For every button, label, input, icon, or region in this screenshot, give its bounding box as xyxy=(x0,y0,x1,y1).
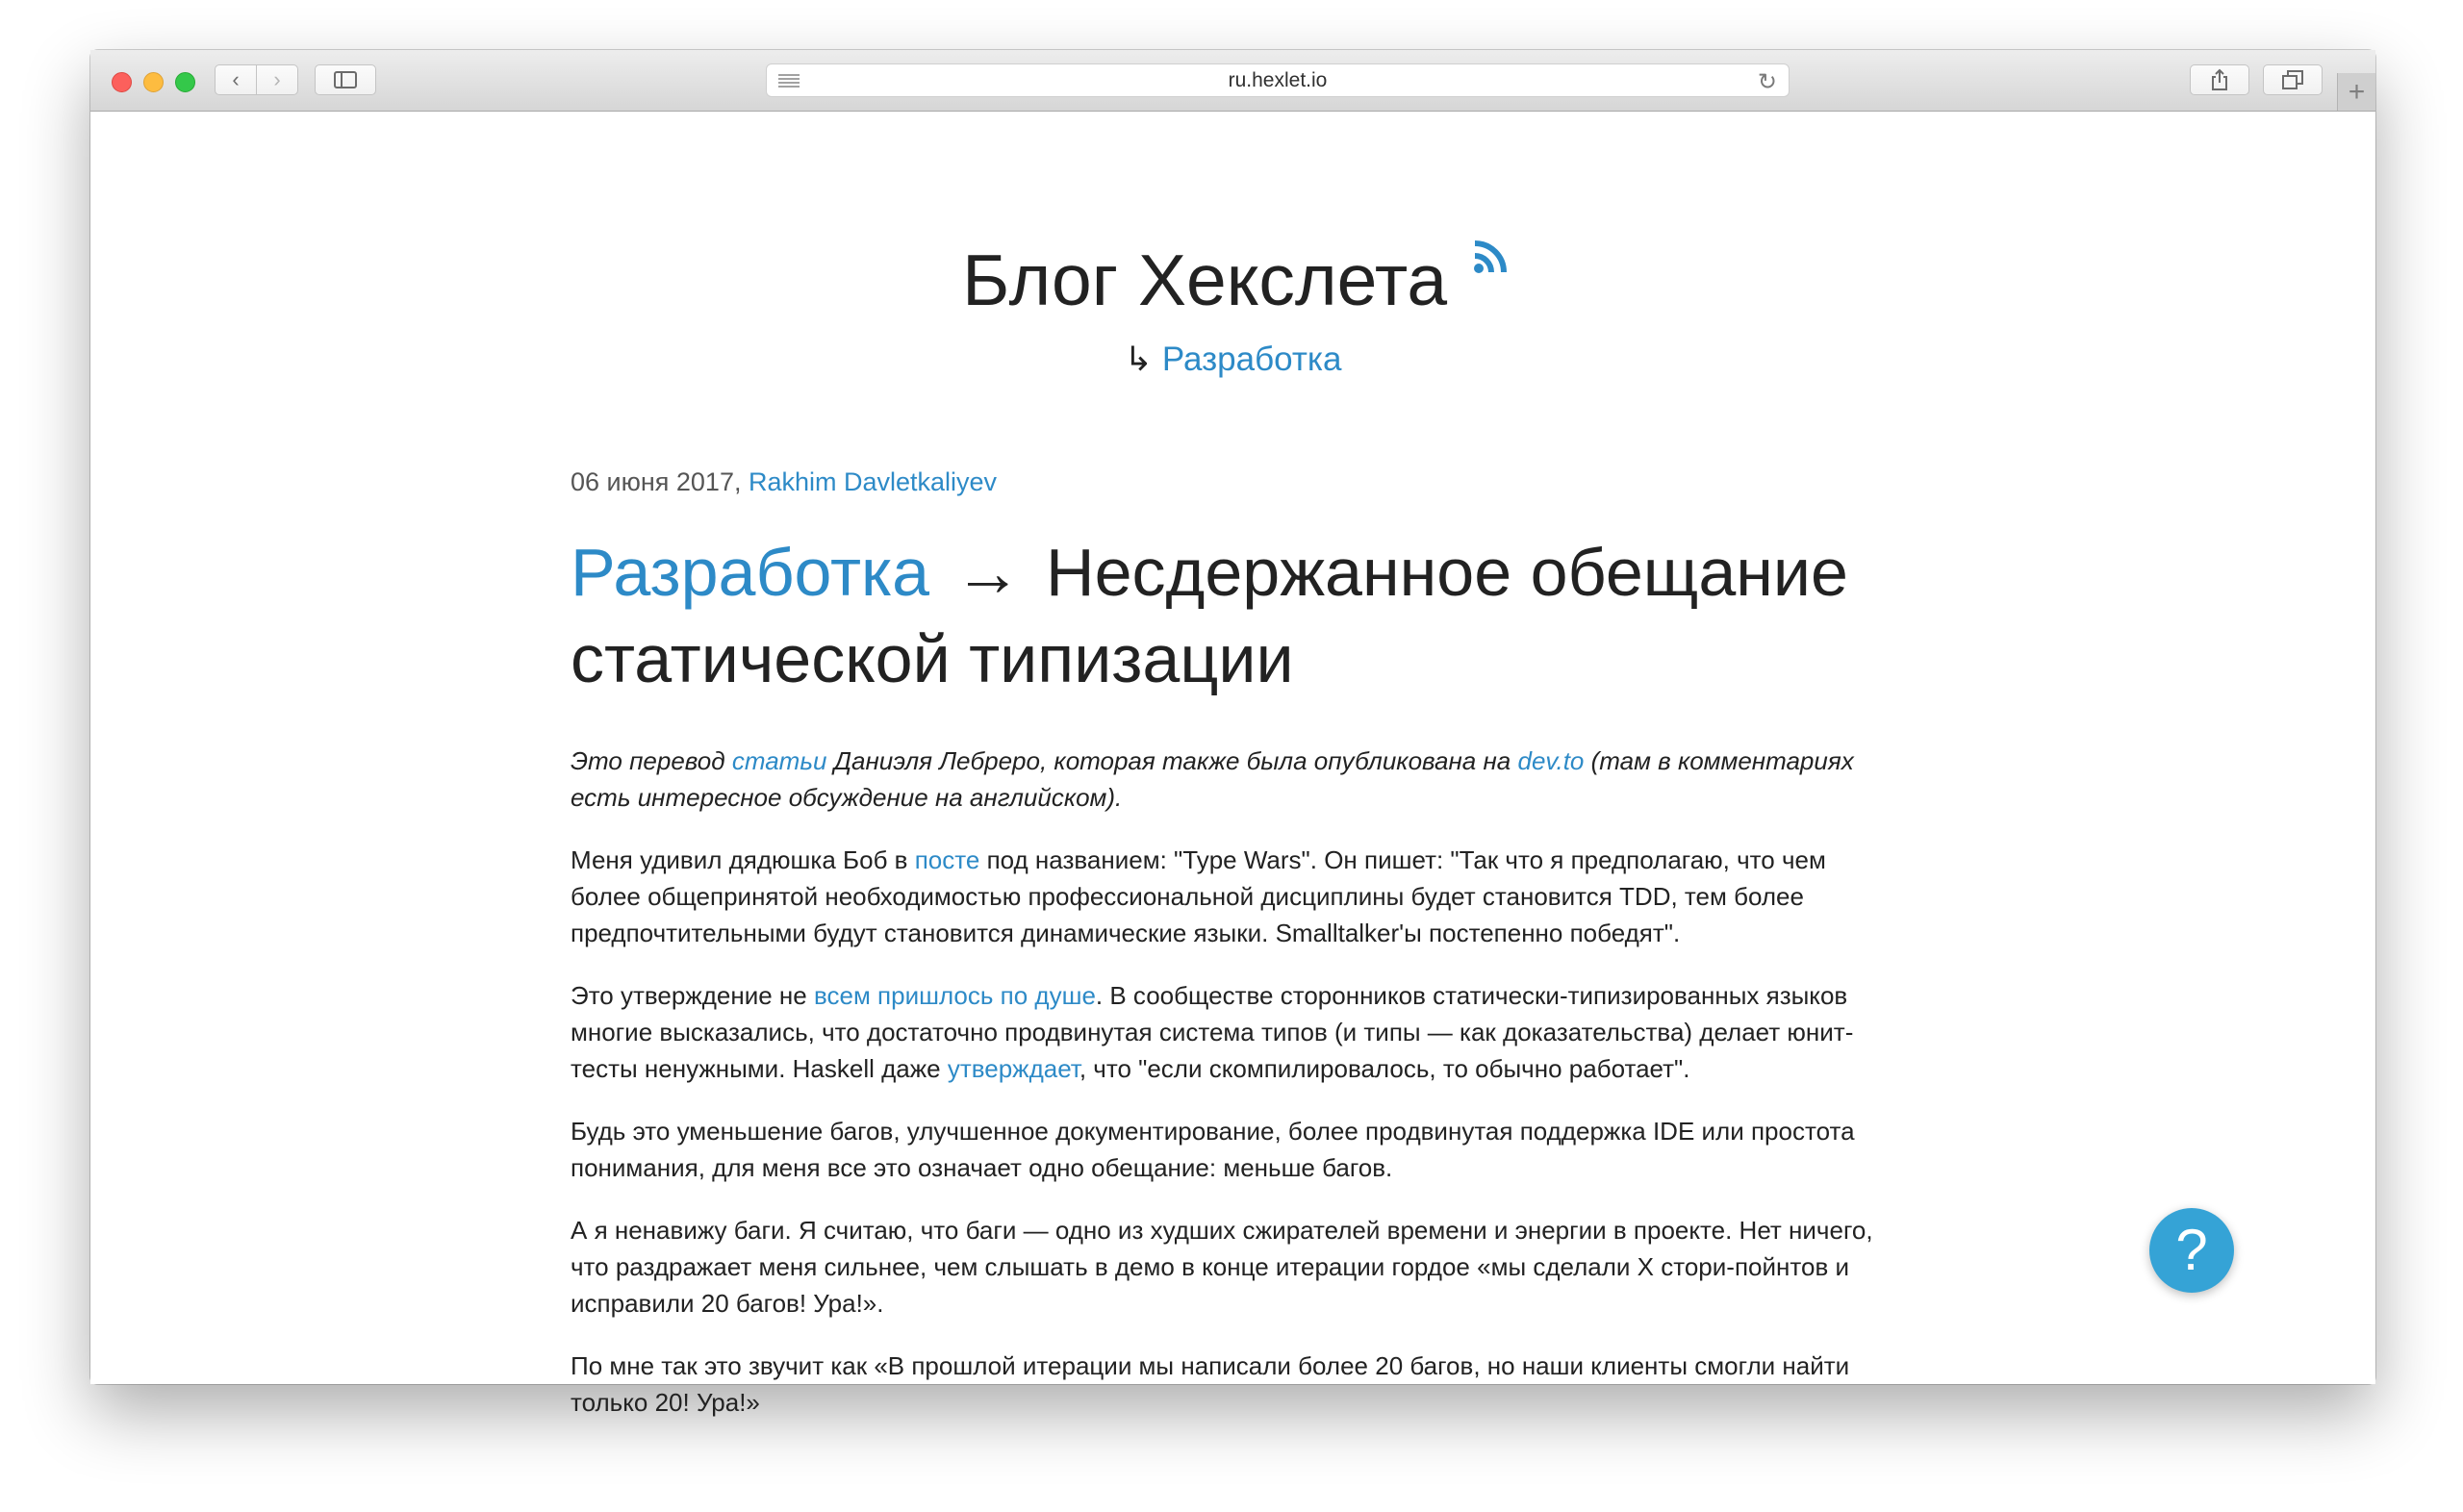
browser-window xyxy=(90,50,2375,1417)
page-content xyxy=(90,112,2375,1417)
share-button[interactable] xyxy=(2190,64,2249,95)
section-breadcrumb xyxy=(90,340,2375,379)
close-window-button[interactable] xyxy=(112,72,132,92)
post-title-section-link[interactable]: Разработка xyxy=(571,535,930,610)
show-tabs-button[interactable] xyxy=(2263,64,2323,95)
toolbar xyxy=(90,50,2375,112)
fullscreen-window-button[interactable] xyxy=(175,72,195,92)
address-bar[interactable] xyxy=(766,63,1790,97)
post-meta xyxy=(571,466,1889,498)
section-link[interactable]: Разработка xyxy=(1161,340,1342,378)
blog-title xyxy=(90,237,2375,323)
paragraph-4: А я ненавижу баги. Я считаю, что баги — одно из худших сжирателей времени и энергии в проекте. Нет ничего, что раздражает меня сильнее, чем слышать в демо в конце итерации гордое «мы сделали X стори-пойнтов и исправили 20 багов! Ура!». xyxy=(571,1216,1873,1318)
back-button[interactable] xyxy=(215,64,257,95)
article xyxy=(571,466,1889,1447)
share-icon xyxy=(2211,69,2228,90)
reload-icon[interactable]: ↻ xyxy=(1757,69,1777,95)
help-button[interactable] xyxy=(2149,1208,2234,1293)
paragraph-5: По мне так это звучит как «В прошлой итерации мы написали более 20 багов, но наши клиенты смогли найти только 20! Ура!» xyxy=(571,1351,1850,1417)
url-text: ru.hexlet.io xyxy=(1228,68,1328,91)
blog-title-text[interactable]: Блог Хекслета xyxy=(962,239,1448,320)
chevron-right-icon: › xyxy=(273,67,281,91)
paragraph-1: Меня удивил дядюшка Боб в посте под названием: "Type Wars". Он пишет: "Так что я предполагаю, что чем более общепринятой необходимостью профессиональной дисциплины будет становится TDD, тем более предпочтительными будут становится динамические языки. Smalltalker'ы постепенно победят". xyxy=(571,845,1826,947)
title-arrow: → xyxy=(953,535,1022,610)
rss-icon[interactable] xyxy=(1473,206,1510,242)
paragraph-2: Это утверждение не всем пришлось по душе. В сообществе сторонников статически-типизированных языков многие высказались, что достаточно продвинутая система типов (и типы — как доказательства) делает юнит-тесты ненужными. Haskell даже утверждает, что "если скомпилировалось, то обычно работает". xyxy=(571,981,1854,1083)
not-everyone-liked-link[interactable]: всем пришлось по душе xyxy=(813,981,1096,1010)
question-mark-icon: ? xyxy=(2175,1218,2208,1282)
return-arrow-icon: ↳ xyxy=(1124,340,1153,378)
minimize-window-button[interactable] xyxy=(143,72,164,92)
post-title-text: Несдержанное обещание статической типизации xyxy=(571,535,1848,696)
sidebar-icon xyxy=(334,71,357,88)
author-link[interactable]: Rakhim Davletkaliyev xyxy=(748,467,998,496)
tabs-overview-icon xyxy=(2282,70,2303,89)
post-date: 06 июня 2017, xyxy=(571,467,749,496)
article-source-link[interactable]: статьи xyxy=(731,746,827,775)
intro-paragraph: Это перевод статьи Даниэля Лебреро, которая также была опубликована на dev.to (там в комментариях есть интересное обсуждение на английском). xyxy=(571,746,1854,812)
plus-icon: + xyxy=(2348,75,2366,108)
sidebar-toggle-button[interactable] xyxy=(315,64,376,95)
forward-button[interactable] xyxy=(256,64,298,95)
paragraph-3: Будь это уменьшение багов, улучшенное документирование, более продвинутая поддержка IDE или простота понимания, для меня все это означает одно обещание: меньше багов. xyxy=(571,1117,1855,1182)
devto-link[interactable]: dev.to xyxy=(1517,746,1585,775)
new-tab-button[interactable] xyxy=(2337,73,2375,111)
haskell-claims-link[interactable]: утверждает xyxy=(947,1054,1079,1083)
uncle-bob-post-link[interactable]: посте xyxy=(914,845,980,874)
chevron-left-icon: ‹ xyxy=(232,67,240,91)
post-title xyxy=(571,529,1889,702)
